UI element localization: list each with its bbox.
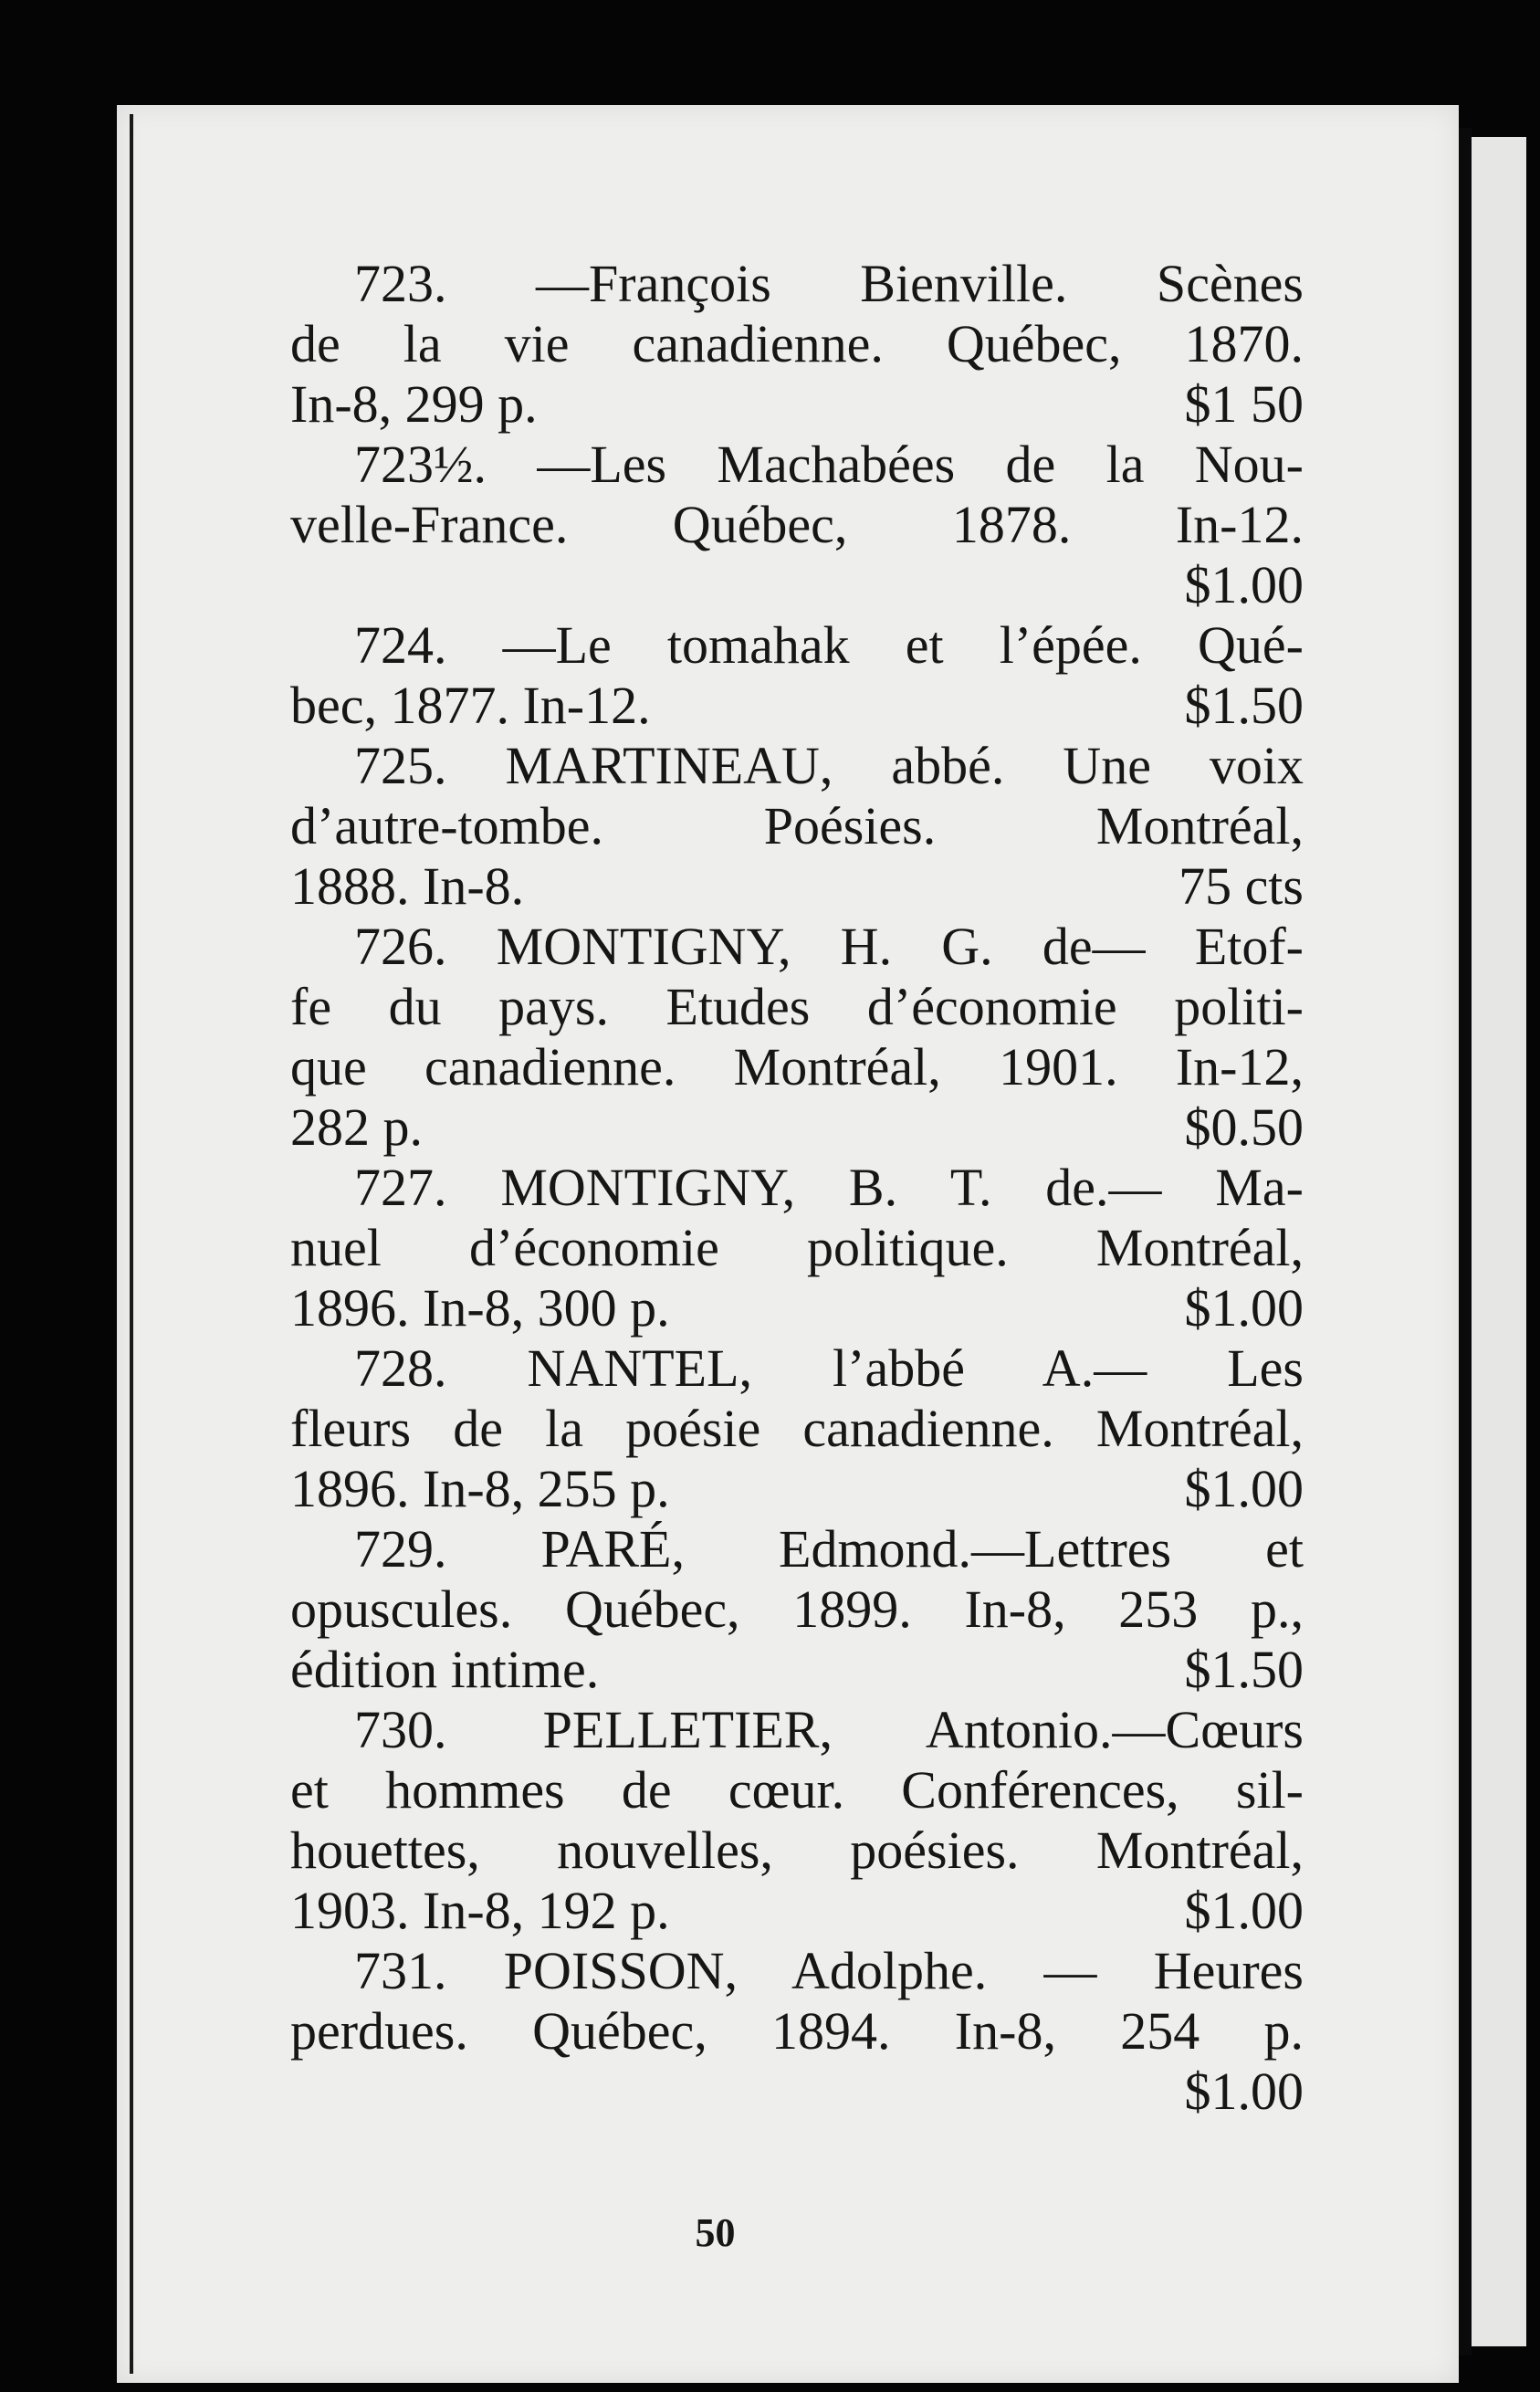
entry-line: nuel d’économie politique. Montréal, <box>290 1218 1304 1277</box>
catalogue-entry-728 <box>290 1338 1304 1519</box>
entry-line: 726. MONTIGNY, H. G. de— Etof- <box>354 917 1304 976</box>
entry-line: 728. NANTEL, l’abbé A.— Les <box>354 1338 1304 1398</box>
entry-price: 75 cts <box>1179 856 1304 916</box>
entry-line: perdues. Québec, 1894. In-8, 254 p. <box>290 2001 1304 2061</box>
catalogue-entry-723-half <box>290 435 1304 615</box>
entry-line: 723½. —Les Machabées de la Nou- <box>354 435 1304 494</box>
catalogue-text <box>290 254 1304 2122</box>
entry-line: 723. —François Bienville. Scènes <box>354 254 1304 313</box>
next-page-edge <box>1472 137 1526 2346</box>
entry-line <box>290 1640 1304 1700</box>
entry-price: $1.50 <box>1184 1640 1304 1699</box>
catalogue-entry-723 <box>290 254 1304 435</box>
catalogue-entry-725 <box>290 736 1304 917</box>
entry-line: 730. PELLETIER, Antonio.—Cœurs <box>354 1700 1304 1759</box>
entry-line: 725. MARTINEAU, abbé. Une voix <box>354 736 1304 795</box>
entry-line <box>290 1459 1304 1519</box>
entry-details: 1903. In-8, 192 p. <box>290 1881 670 1940</box>
catalogue-entry-726 <box>290 917 1304 1158</box>
entry-line: 727. MONTIGNY, B. T. de.— Ma- <box>354 1158 1304 1217</box>
entry-price: $1.00 <box>1184 2062 1304 2121</box>
entry-line: 731. POISSON, Adolphe. — Heures <box>354 1941 1304 2000</box>
entry-line: 724. —Le tomahak et l’épée. Qué- <box>354 615 1304 675</box>
entry-line <box>290 1097 1304 1158</box>
page-edge-left <box>130 114 133 2374</box>
entry-line <box>290 374 1304 435</box>
catalogue-entry-730 <box>290 1700 1304 1941</box>
entry-details: édition intime. <box>290 1640 600 1699</box>
catalogue-entry-727 <box>290 1158 1304 1338</box>
entry-line <box>290 856 1304 917</box>
entry-line: velle-France. Québec, 1878. In-12. <box>290 495 1304 554</box>
entry-price: $1.50 <box>1184 676 1304 735</box>
catalogue-entry-724 <box>290 615 1304 736</box>
entry-price: $1.00 <box>1184 1459 1304 1518</box>
entry-details: 282 p. <box>290 1097 423 1157</box>
entry-details: bec, 1877. In-12. <box>290 676 651 735</box>
entry-line <box>290 1278 1304 1338</box>
entry-line: que canadienne. Montréal, 1901. In-12, <box>290 1037 1304 1096</box>
entry-price: $0.50 <box>1184 1097 1304 1157</box>
entry-line: fe du pays. Etudes d’économie politi- <box>290 977 1304 1036</box>
entry-details: 1888. In-8. <box>290 856 525 916</box>
entry-price: $1 50 <box>1184 374 1304 434</box>
entry-details: 1896. In-8, 300 p. <box>290 1278 670 1338</box>
entry-line: houettes, nouvelles, poésies. Montréal, <box>290 1820 1304 1880</box>
entry-price: $1.00 <box>1184 555 1304 614</box>
entry-details: In-8, 299 p. <box>290 374 538 434</box>
entry-line: fleurs de la poésie canadienne. Montréal, <box>290 1399 1304 1458</box>
catalogue-entry-729 <box>290 1519 1304 1700</box>
catalogue-entry-731 <box>290 1941 1304 2122</box>
page-number: 50 <box>695 2210 736 2255</box>
entry-line <box>290 676 1304 736</box>
entry-line: d’autre-tombe. Poésies. Montréal, <box>290 796 1304 855</box>
entry-line <box>290 1881 1304 1941</box>
entry-line: et hommes de cœur. Conférences, sil- <box>290 1760 1304 1820</box>
entry-line: de la vie canadienne. Québec, 1870. <box>290 314 1304 373</box>
page-gutter <box>1459 128 1472 2355</box>
entry-details: 1896. In-8, 255 p. <box>290 1459 670 1518</box>
entry-price: $1.00 <box>1184 1278 1304 1338</box>
entry-line: 729. PARÉ, Edmond.—Lettres et <box>354 1519 1304 1579</box>
entry-line: opuscules. Québec, 1899. In-8, 253 p., <box>290 1579 1304 1639</box>
entry-price: $1.00 <box>1184 1881 1304 1940</box>
